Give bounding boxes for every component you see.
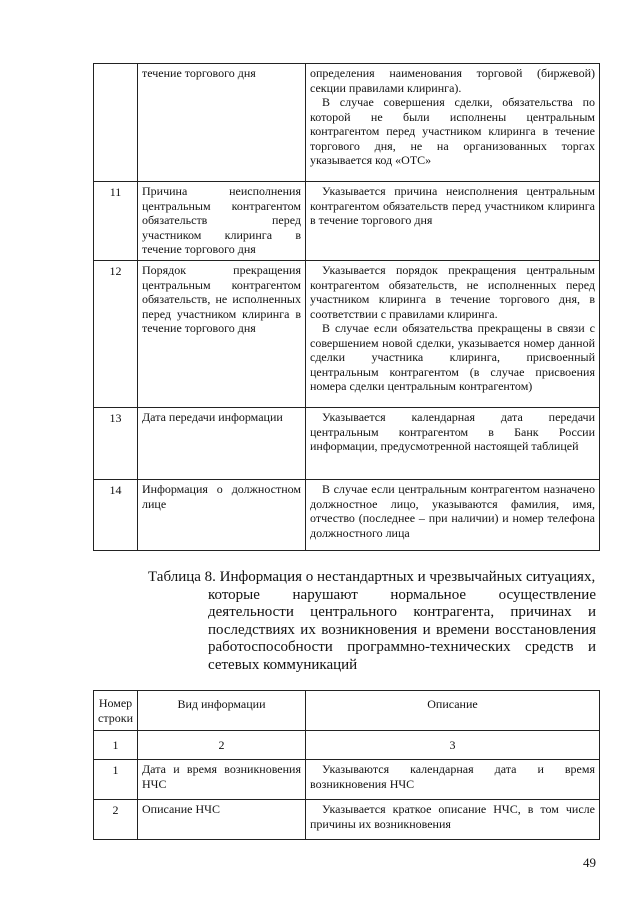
table-8 bbox=[93, 690, 600, 840]
description-paragraph: Указывается календарная дата передачи центральным контрагентом в Банк России информации, предусмотренной настоящей таблицей bbox=[310, 410, 595, 453]
table-top-continuation bbox=[93, 63, 600, 551]
info-description bbox=[306, 480, 600, 551]
table-row bbox=[94, 760, 600, 800]
description-paragraph: Указывается причина неисполнения центральным контрагентом обязательств перед участником клиринга в течение торгового дня bbox=[310, 184, 595, 227]
description-paragraph: Указывается краткое описание НЧС, в том числе причины их возникновения bbox=[310, 802, 595, 831]
info-description bbox=[306, 408, 600, 480]
table-row bbox=[94, 182, 600, 261]
info-name: Дата передачи информации bbox=[138, 408, 306, 480]
row-number: 14 bbox=[94, 480, 138, 551]
description-paragraph: Указываются календарная дата и время возникновения НЧС bbox=[310, 762, 595, 791]
info-name: Дата и время возникновения НЧС bbox=[138, 760, 306, 800]
row-number bbox=[94, 64, 138, 182]
column-header-description: Описание bbox=[306, 691, 600, 731]
table-row bbox=[94, 480, 600, 551]
column-header-name: Вид информации bbox=[138, 691, 306, 731]
table-index-row bbox=[94, 731, 600, 760]
info-description bbox=[306, 800, 600, 840]
info-description bbox=[306, 182, 600, 261]
caption-continuation: которые нарушают нормальное осуществление деятельности центрального контрагента, причинах и последствиях их возникновения и времени восстановления работоспособности программно-технических средств и сетевых коммуникаций bbox=[208, 586, 596, 673]
table-row bbox=[94, 64, 600, 182]
description-paragraph: В случае совершения сделки, обязательства по которой не были исполнены центральным контрагентом перед участником клиринга в течение торгового дня, не на организованных торгах указывается код «ОТС» bbox=[310, 95, 595, 167]
row-number: 2 bbox=[94, 800, 138, 840]
column-index: 2 bbox=[138, 731, 306, 760]
info-name: течение торгового дня bbox=[138, 64, 306, 182]
description-paragraph: определения наименования торговой (биржевой) секции правилами клиринга). bbox=[310, 66, 595, 95]
column-index: 1 bbox=[94, 731, 138, 760]
info-name: Порядок прекращения центральным контрагентом обязательств, не исполненных перед участником клиринга в течение торгового дня bbox=[138, 261, 306, 408]
column-header-number: Номер строки bbox=[94, 691, 138, 731]
table-header-row bbox=[94, 691, 600, 731]
info-name: Описание НЧС bbox=[138, 800, 306, 840]
description-paragraph: В случае если обязательства прекращены в связи с совершением новой сделки, указывается номер данной сделки участника клиринга, присвоенный центральным контрагентом (в случае присвоения номера сделки центральным контрагентом) bbox=[310, 321, 595, 393]
row-number: 1 bbox=[94, 760, 138, 800]
description-paragraph: Указывается порядок прекращения центральным контрагентом обязательств, не исполненных перед участником клиринга в течение торгового дня, в соответствии с правилами клиринга. bbox=[310, 263, 595, 321]
table-row bbox=[94, 408, 600, 480]
description-paragraph: В случае если центральным контрагентом назначено должностное лицо, указываются фамилия, имя, отчество (последнее – при наличии) и номер телефона должностного лица bbox=[310, 482, 595, 540]
column-index: 3 bbox=[306, 731, 600, 760]
caption-first-line: Таблица 8. Информация о нестандартных и чрезвычайных ситуациях, bbox=[148, 569, 596, 585]
table-row bbox=[94, 800, 600, 840]
row-number: 12 bbox=[94, 261, 138, 408]
info-description bbox=[306, 760, 600, 800]
page-number: 49 bbox=[583, 855, 596, 870]
info-description bbox=[306, 261, 600, 408]
row-number: 11 bbox=[94, 182, 138, 261]
info-name: Информация о должностном лице bbox=[138, 480, 306, 551]
info-description bbox=[306, 64, 600, 182]
row-number: 13 bbox=[94, 408, 138, 480]
table-8-caption bbox=[148, 569, 596, 674]
table-row bbox=[94, 261, 600, 408]
info-name: Причина неисполнения центральным контрагентом обязательств перед участником клиринга в течение торгового дня bbox=[138, 182, 306, 261]
